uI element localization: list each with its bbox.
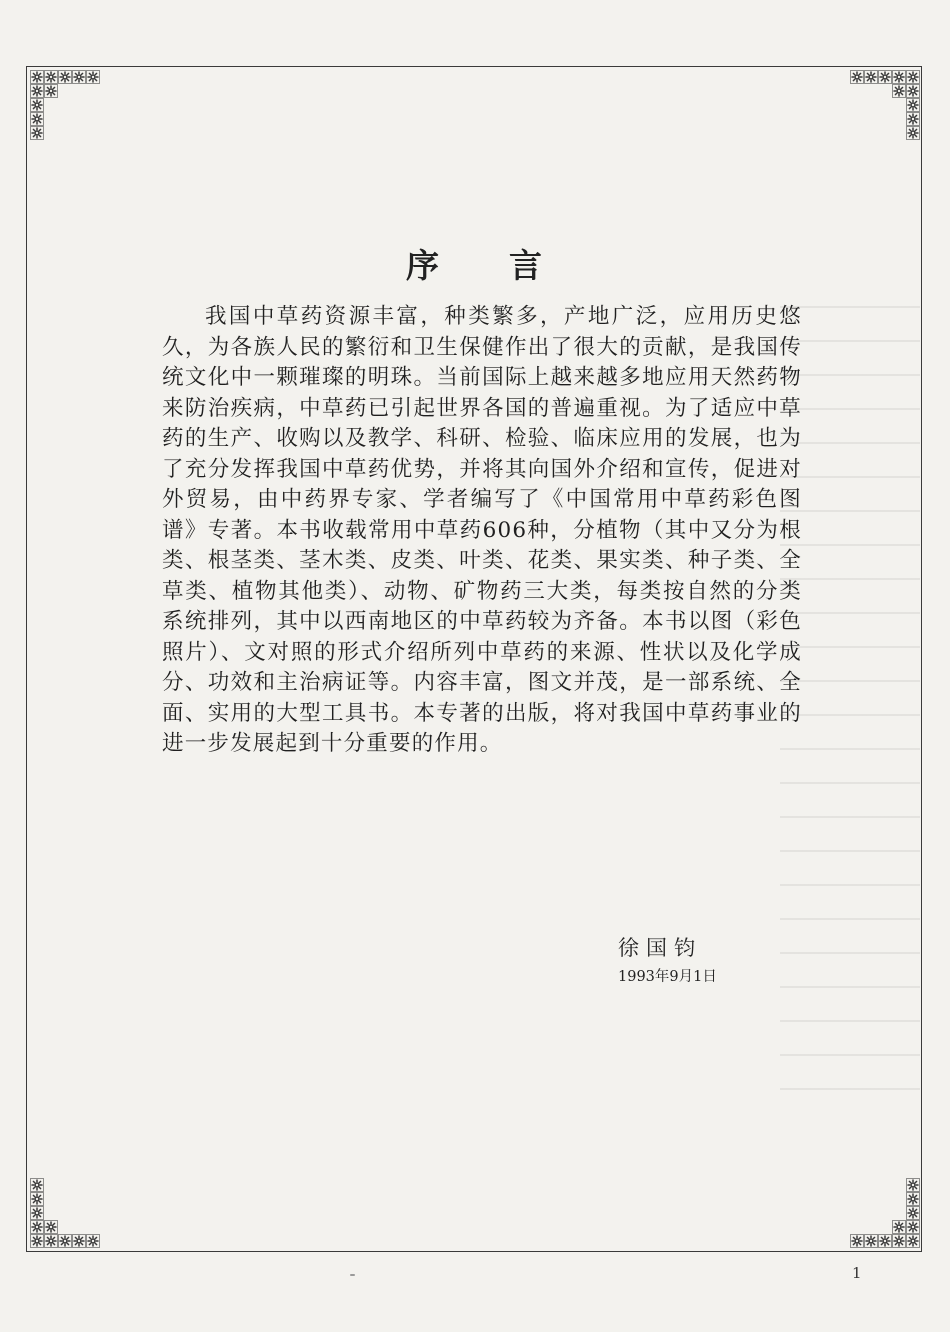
title-char-2: 言	[509, 246, 544, 285]
title-char-1: 序	[406, 246, 441, 285]
corner-ornament-top-left	[28, 68, 106, 146]
paper-speck	[350, 1274, 355, 1276]
author-signature: 徐国钧	[618, 936, 702, 960]
preface-body-text: 我国中草药资源丰富，种类繁多，产地广泛，应用历史悠久，为各族人民的繁衍和卫生保健作出了很大的贡献，是我国传统文化中一颗璀璨的明珠。当前国际上越来越多地应用天然药物来防治疾病，中草药已引起世界各国的普遍重视。为了适应中草药的生产、收购以及教学、科研、检验、临床应用的发展，也为了充分发挥我国中草药优势，并将其向国外介绍和宣传，促进对外贸易，由中药界专家、学者编写了《中国常用中草药彩色图谱》专著。本书收载常用中草药606种，分植物（其中又分为根类、根茎类、茎木类、皮类、叶类、花类、果实类、种子类、全草类、植物其他类）、动物、矿物药三大类，每类按自然的分类系统排列，其中以西南地区的中草药较为齐备。本书以图（彩色照片）、文对照的形式介绍所列中草药的来源、性状以及化学成分、功效和主治病证等。内容丰富，图文并茂，是一部系统、全面、实用的大型工具书。本专著的出版，将对我国中草药事业的进一步发展起到十分重要的作用。	[162, 304, 802, 756]
corner-ornament-top-right	[844, 68, 922, 146]
corner-ornament-bottom-left	[28, 1172, 106, 1250]
signature-date: 1993年9月1日	[618, 969, 717, 985]
page-number: 1	[852, 1264, 862, 1282]
page-title	[0, 240, 950, 287]
corner-ornament-bottom-right	[844, 1172, 922, 1250]
